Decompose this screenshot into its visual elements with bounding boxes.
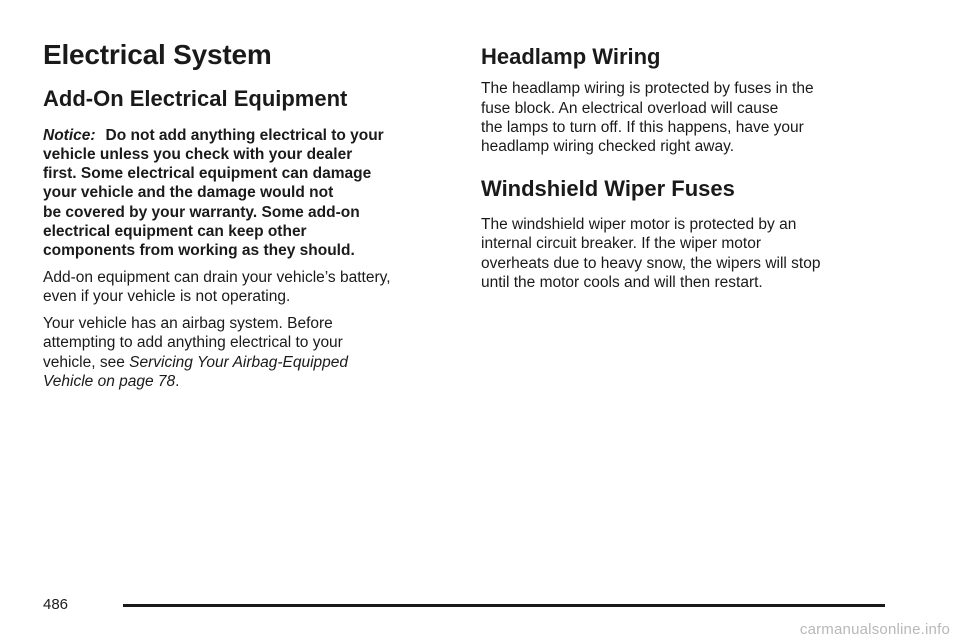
notice-line: Do not add anything electrical to your bbox=[105, 126, 384, 144]
right-column bbox=[481, 38, 891, 292]
footer-rule bbox=[123, 604, 885, 607]
wiper-line: overheats due to heavy snow, the wipers will stop bbox=[481, 254, 821, 272]
section-title: Electrical System bbox=[43, 39, 272, 70]
notice-line: electrical equipment can keep other bbox=[43, 222, 307, 240]
notice-label: Notice: bbox=[43, 126, 96, 144]
notice-paragraph bbox=[43, 126, 453, 260]
headlamp-title: Headlamp Wiring bbox=[481, 44, 661, 69]
notice-line: first. Some electrical equipment can damage bbox=[43, 165, 372, 183]
airbag-paragraph bbox=[43, 314, 453, 391]
notice-line: vehicle unless you check with your dealer bbox=[43, 146, 353, 164]
page-number: 486 bbox=[43, 596, 69, 613]
wiper-line: internal circuit breaker. If the wiper motor bbox=[481, 235, 761, 253]
headlamp-paragraph bbox=[481, 79, 891, 156]
headlamp-line: headlamp wiring checked right away. bbox=[481, 137, 735, 155]
battery-line: even if your vehicle is not operating. bbox=[43, 288, 291, 306]
airbag-xref-link[interactable]: Vehicle on page 78 bbox=[43, 372, 176, 390]
airbag-line-prefix: vehicle, see bbox=[43, 353, 130, 371]
wiper-line: until the motor cools and will then restart. bbox=[481, 273, 763, 291]
notice-line: your vehicle and the damage would not bbox=[43, 184, 334, 202]
watermark: carmanualsonline.info bbox=[799, 621, 950, 638]
left-column bbox=[43, 38, 453, 391]
page-footer bbox=[43, 596, 885, 618]
airbag-line: Your vehicle has an airbag system. Before bbox=[43, 315, 333, 333]
wiper-paragraph bbox=[481, 215, 891, 292]
wiper-title: Windshield Wiper Fuses bbox=[481, 175, 735, 201]
headlamp-line: The headlamp wiring is protected by fuses in the bbox=[481, 80, 814, 98]
airbag-suffix: . bbox=[175, 372, 180, 390]
battery-paragraph bbox=[43, 268, 453, 306]
headlamp-line: the lamps to turn off. If this happens, have your bbox=[481, 118, 804, 136]
airbag-xref-link[interactable]: Servicing Your Airbag-Equipped bbox=[129, 353, 349, 371]
subsection-title-add-on: Add-On Electrical Equipment bbox=[43, 85, 348, 111]
headlamp-line: fuse block. An electrical overload will cause bbox=[481, 99, 779, 117]
notice-line: be covered by your warranty. Some add-on bbox=[43, 203, 360, 221]
notice-line: components from working as they should. bbox=[43, 241, 355, 259]
battery-line: Add-on equipment can drain your vehicle’s battery, bbox=[43, 268, 391, 286]
wiper-line: The windshield wiper motor is protected by an bbox=[481, 216, 797, 234]
airbag-line: attempting to add anything electrical to your bbox=[43, 334, 343, 352]
